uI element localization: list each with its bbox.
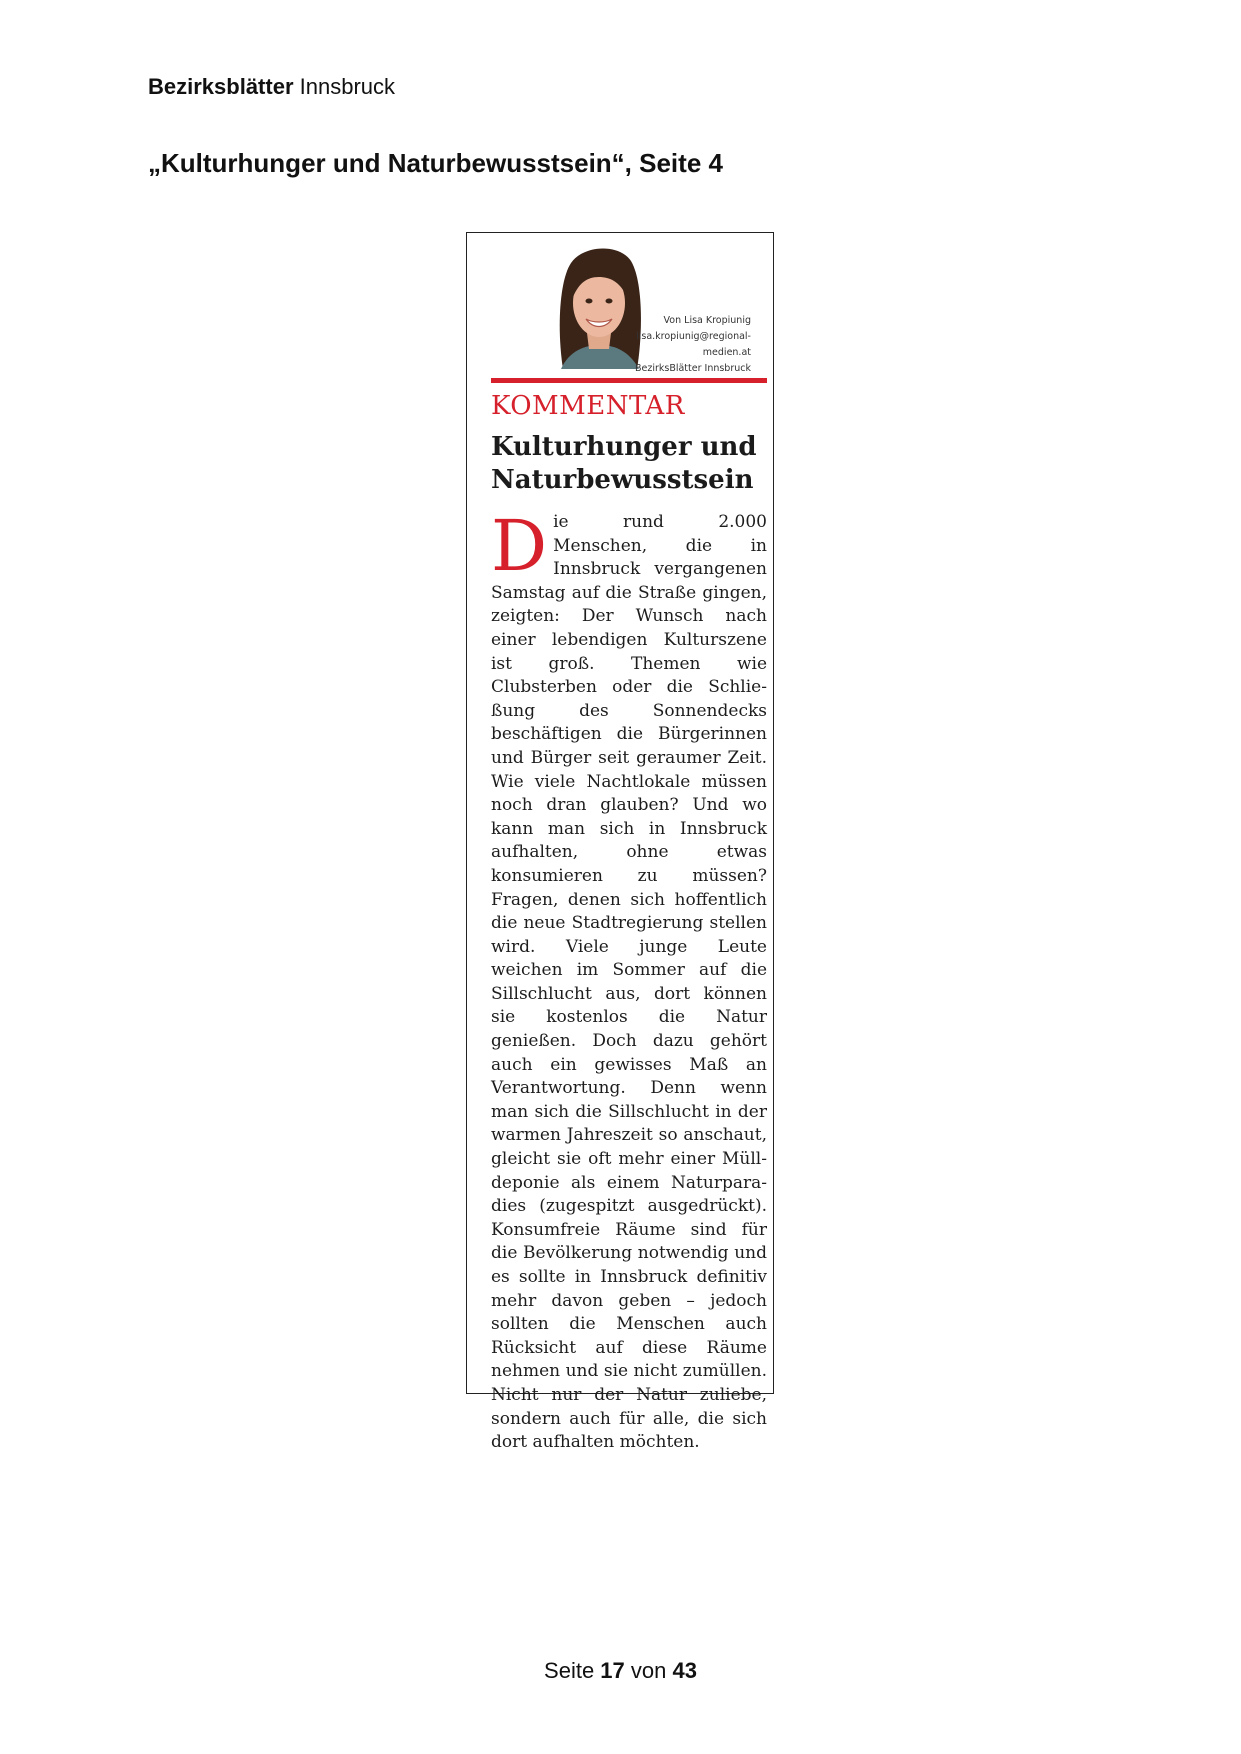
page-middle: von xyxy=(624,1658,673,1683)
publication-name-rest: Innsbruck xyxy=(293,74,396,99)
article-headline: Kulturhunger und Naturbewusstsein xyxy=(491,432,757,495)
publication-name xyxy=(148,74,395,100)
author-byline xyxy=(631,313,751,377)
section-kicker: KOMMENTAR xyxy=(491,391,685,421)
page-number xyxy=(0,1658,1241,1684)
author-photo-area xyxy=(489,241,757,374)
total-pages: 43 xyxy=(672,1658,697,1683)
byline-email-line1: lisa.kropiunig@regional- xyxy=(636,331,751,342)
drop-cap: D xyxy=(491,505,548,587)
publication-name-bold: Bezirksblätter xyxy=(148,74,294,99)
document-title: „Kulturhunger und Naturbewusstsein“, Seite 4 xyxy=(148,148,723,178)
current-page: 17 xyxy=(600,1658,625,1683)
page-prefix: Seite xyxy=(544,1658,601,1683)
article-body xyxy=(491,505,767,1455)
newspaper-clipping xyxy=(466,232,774,1453)
byline-publication: BezirksBlätter Innsbruck xyxy=(634,363,751,374)
byline-email-line2: medien.at xyxy=(702,347,751,358)
byline-author: Von Lisa Kropiunig xyxy=(663,315,751,326)
article-body-text: ie rund 2.000 Menschen, die in Innsbruck vergangenen Samstag auf die Straße gingen, zeigten: Der Wunsch nach einer lebendigen Kulturszene ist groß. Themen wie Clubsterben oder die Schließung des Sonnendecks beschäftigen die Bürgerinnen und Bürger seit geraumer Zeit. Wie viele Nachtlokale müssen noch dran glauben? Und wo kann man sich in Innsbruck aufhalten, ohne etwas konsumieren zu müssen? Fragen, denen sich hoffentlich die neue Stadtregierung stellen wird. Viele junge Leute weichen im Sommer auf die Sillschlucht aus, dort können sie kostenlos die Natur genießen. Doch dazu gehört auch ein gewisses Maß an Verantwortung. Denn wenn man sich die Sillschlucht in der warmen Jahreszeit so anschaut, gleicht sie oft mehr einer Mülldeponie als einem Naturparadies (zugespitzt ausgedrückt). Konsumfreie Räume sind für die Bevölkerung notwendig und es sollte in Innsbruck definitiv mehr davon geben – jedoch sollten die Menschen auch Rücksicht auf diese Räume nehmen und sie nicht zumüllen. Nicht nur der Natur zuliebe, sondern auch für alle, die sich dort aufhalten möchten. xyxy=(491,512,767,1453)
red-divider xyxy=(491,378,767,383)
